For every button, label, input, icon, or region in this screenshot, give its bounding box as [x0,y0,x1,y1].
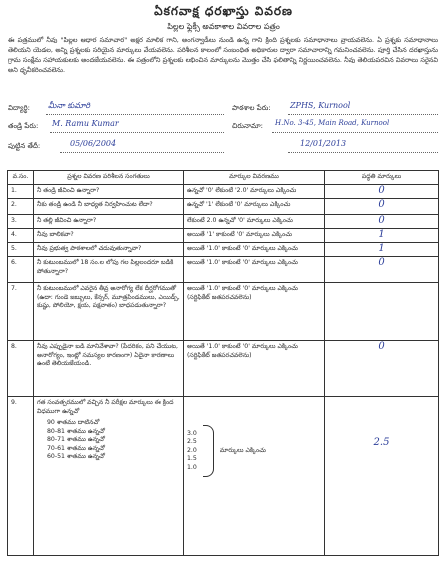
address-underline [272,132,438,133]
table-row [8,229,439,243]
grade-item: 60-51 శాతము ఉన్నచో [47,453,105,460]
father-label: తండ్రి పేరు: [8,122,39,130]
row-rule: అయితే '1.0' కాకుంటే '0' మార్కులు ఎక్కించు [184,257,325,283]
row-rule: అయితే '1.0' కాకుంటే '0' మార్కులు ఎక్కించు [184,243,325,257]
row-score-cell [325,397,439,556]
header-score: పద్ధతి మార్కులు [325,171,439,185]
table-row [8,397,439,556]
grade-mark: 2.0 [187,446,197,454]
header-question: ప్రశ్నల వివరణ పరిశీలన సంగతులు [34,171,184,185]
student-value: మీనా కుమారి [48,101,91,110]
row-number: 3. [8,215,34,229]
table-row [8,341,439,397]
dob-value: 05/06/2004 [70,139,117,148]
row-question: నీవు ప్రభుత్వ పాఠశాలలో చదువుతున్నావా? [34,243,184,257]
row-number: 4. [8,229,34,243]
dob-underline [60,152,224,153]
row-question-cell [34,397,184,556]
row-question: నీ కుటుంబములో ఎవరైన తీవ్ర అనారోగ్య లేక దీర్ఘరోగముతో (ఉదా: గుండె జబ్బులు, కేన్సర్, మూత్రపిండములు, ఎయిడ్స్, కుష్టు, పోలియో, క్షయ, పక్షవాతం) బాధపడుతున్నారా? [34,283,184,341]
row-question: నీ కుటుంబములో 18 సం.ల లోపు గల పిల్లలందరూ బడికి పోతున్నారా? [34,257,184,283]
grade-list [37,419,180,462]
table-row [8,215,439,229]
grade-marks-block [187,425,321,477]
row-question: నీవు ఎప్పుడైనా బడి మానివేశావా? (పేదరికం, పని చేయుట, అనారోగ్యం, ఇంట్లో సమస్యల కారణంగా) ఏదైనా కారణాలు ఉంటే తెలియజేయండి. [34,341,184,397]
grade-item: 90 శాతము దాటినచో [47,419,100,426]
row-score: 1 [378,229,385,240]
row-question: నీకు తండ్రి ఉండి నీ బాధ్యత నిర్వహించుట లేదా? [34,199,184,215]
row-score: 0 [378,199,385,210]
row-question: నీవు బాలికవా? [34,229,184,243]
row-number: 8. [8,341,34,397]
grade-mark: 1.5 [187,455,197,463]
header-serial: వ.సం. [8,171,34,185]
row-rule: లేకుంటే 2.0 ఉన్నచో '0' మార్కులు ఎక్కించు [184,215,325,229]
row-score-cell [325,243,439,257]
form-instructions: ఈ పత్రములో నీవు "పిల్లల ఆధార సమాచార" అక్షర మాలిక గాని, అంగన్వాడీలు నుండి ఉన్న గాని క్రింది ప్రశ్నలకు సమాధానాలు వ్రాయవలెను. ఏ ప్రశ్నకు సమాధానాలు తెలియని యెడల, అన్ని ప్రశ్నలకు సరియైన మార్కులు వేయవలెను. పరిశీలన కాలంలో సంబంధిత అధికారుల ద్వారా సమాచారాన్ని గమనించవలెను. పూర్తి చేసిన దరఖాస్తును గ్రామ సంక్షేమ సహాయకులకు అందజేయవలెను. ఈ పత్రంలోని ప్రశ్నలకు లభించిన మార్కులను మొత్తం చేసి ఫలితాన్ని నిర్ణయించవలెను. నీవు తెలియపరచిన వివరాలు సరైనవి అని ధృవీకరించవలెను. [8,36,438,74]
table-row [8,257,439,283]
dob-label: పుట్టిన తేదీ: [8,142,41,150]
row-number: 9. [8,397,34,556]
row-question: గత సంవత్సరములో వచ్చిన నీ పరీక్షల మార్కులు ఈ క్రింద విధముగా ఉన్నచో [37,399,174,415]
table-row [8,283,439,341]
school-label: పాఠశాల పేరు: [232,104,271,112]
row-score-cell [325,283,439,341]
brace-mark [203,425,214,477]
address-value: H.No. 3-45, Main Road, Kurnool [275,119,390,127]
row-rule: ఉన్నచో '1' లేకుంటే '0' మార్కులు ఎక్కించు [184,199,325,215]
student-underline [46,114,224,115]
header-rule: మార్కుల వివరణము [184,171,325,185]
row-score: 1 [378,243,385,254]
row-number: 1. [8,185,34,199]
form-title: ఏకగవాక్ష ధరఖాస్తు వివరణ [154,4,293,18]
row-rule: ఉన్నచో '0' లేకుంటే '2.0' మార్కులు ఎక్కించు [184,185,325,199]
grade-item: 70-61 శాతము ఉన్నచో [47,444,105,452]
address-label: చిరునామా: [232,122,264,130]
eligibility-table [7,170,439,556]
table-row [8,199,439,215]
table-row [8,185,439,199]
grade-mark: 1.0 [187,463,197,471]
row-score-cell [325,185,439,199]
row-score: 0 [378,341,385,352]
row-number: 2. [8,199,34,215]
grade-item: 80-71 శాతము ఉన్నచో [47,436,105,443]
row-number: 5. [8,243,34,257]
date-value: 12/01/2013 [300,139,347,148]
row-rule: అయితే '1.0' కాకుంటే '0' మార్కులు ఎక్కించు (సర్టిఫికేట్ జతపరచవలెను) [184,283,325,341]
student-label: విద్యార్థి: [8,104,30,112]
form-subtitle: పిల్లల ఫ్లెక్సీ అవకాశాల వివరాల పత్రం [167,22,280,31]
row-score: 0 [378,215,385,226]
row-score: 0 [378,185,385,196]
row-number: 6. [8,257,34,283]
grade-mark: 3.0 [187,429,197,437]
row-number: 7. [8,283,34,341]
row-rule: అయితే '1' కాకుంటే '0' మార్కులు ఎక్కించు [184,229,325,243]
grade-item: 80-81 శాతము ఉన్నచో [47,427,105,435]
row-question: నీ తల్లి జీవించి ఉన్నారా? [34,215,184,229]
row-score: 2.5 [373,437,390,448]
date-underline [288,152,438,153]
row-rule: అయితే '1.0' కాకుంటే '0' మార్కులు ఎక్కించు (సర్టిఫికేట్ జతపరచవలెను) [184,341,325,397]
row-rule: మార్కులు ఎక్కించు [219,446,266,454]
row-score-cell [325,341,439,397]
row-rule-cell [184,397,325,556]
row-score: 0 [378,257,385,268]
school-value: ZPHS, Kurnool [290,101,351,110]
row-score-cell [325,215,439,229]
row-question: నీ తండ్రి జీవించి ఉన్నారా? [34,185,184,199]
grade-marks-list [187,430,197,473]
row-score-cell [325,257,439,283]
school-underline [288,114,438,115]
table-row [8,243,439,257]
father-underline [50,132,224,133]
father-value: M. Ramu Kumar [52,119,119,128]
row-score-cell [325,199,439,215]
row-score-cell [325,229,439,243]
grade-mark: 2.5 [187,438,197,446]
